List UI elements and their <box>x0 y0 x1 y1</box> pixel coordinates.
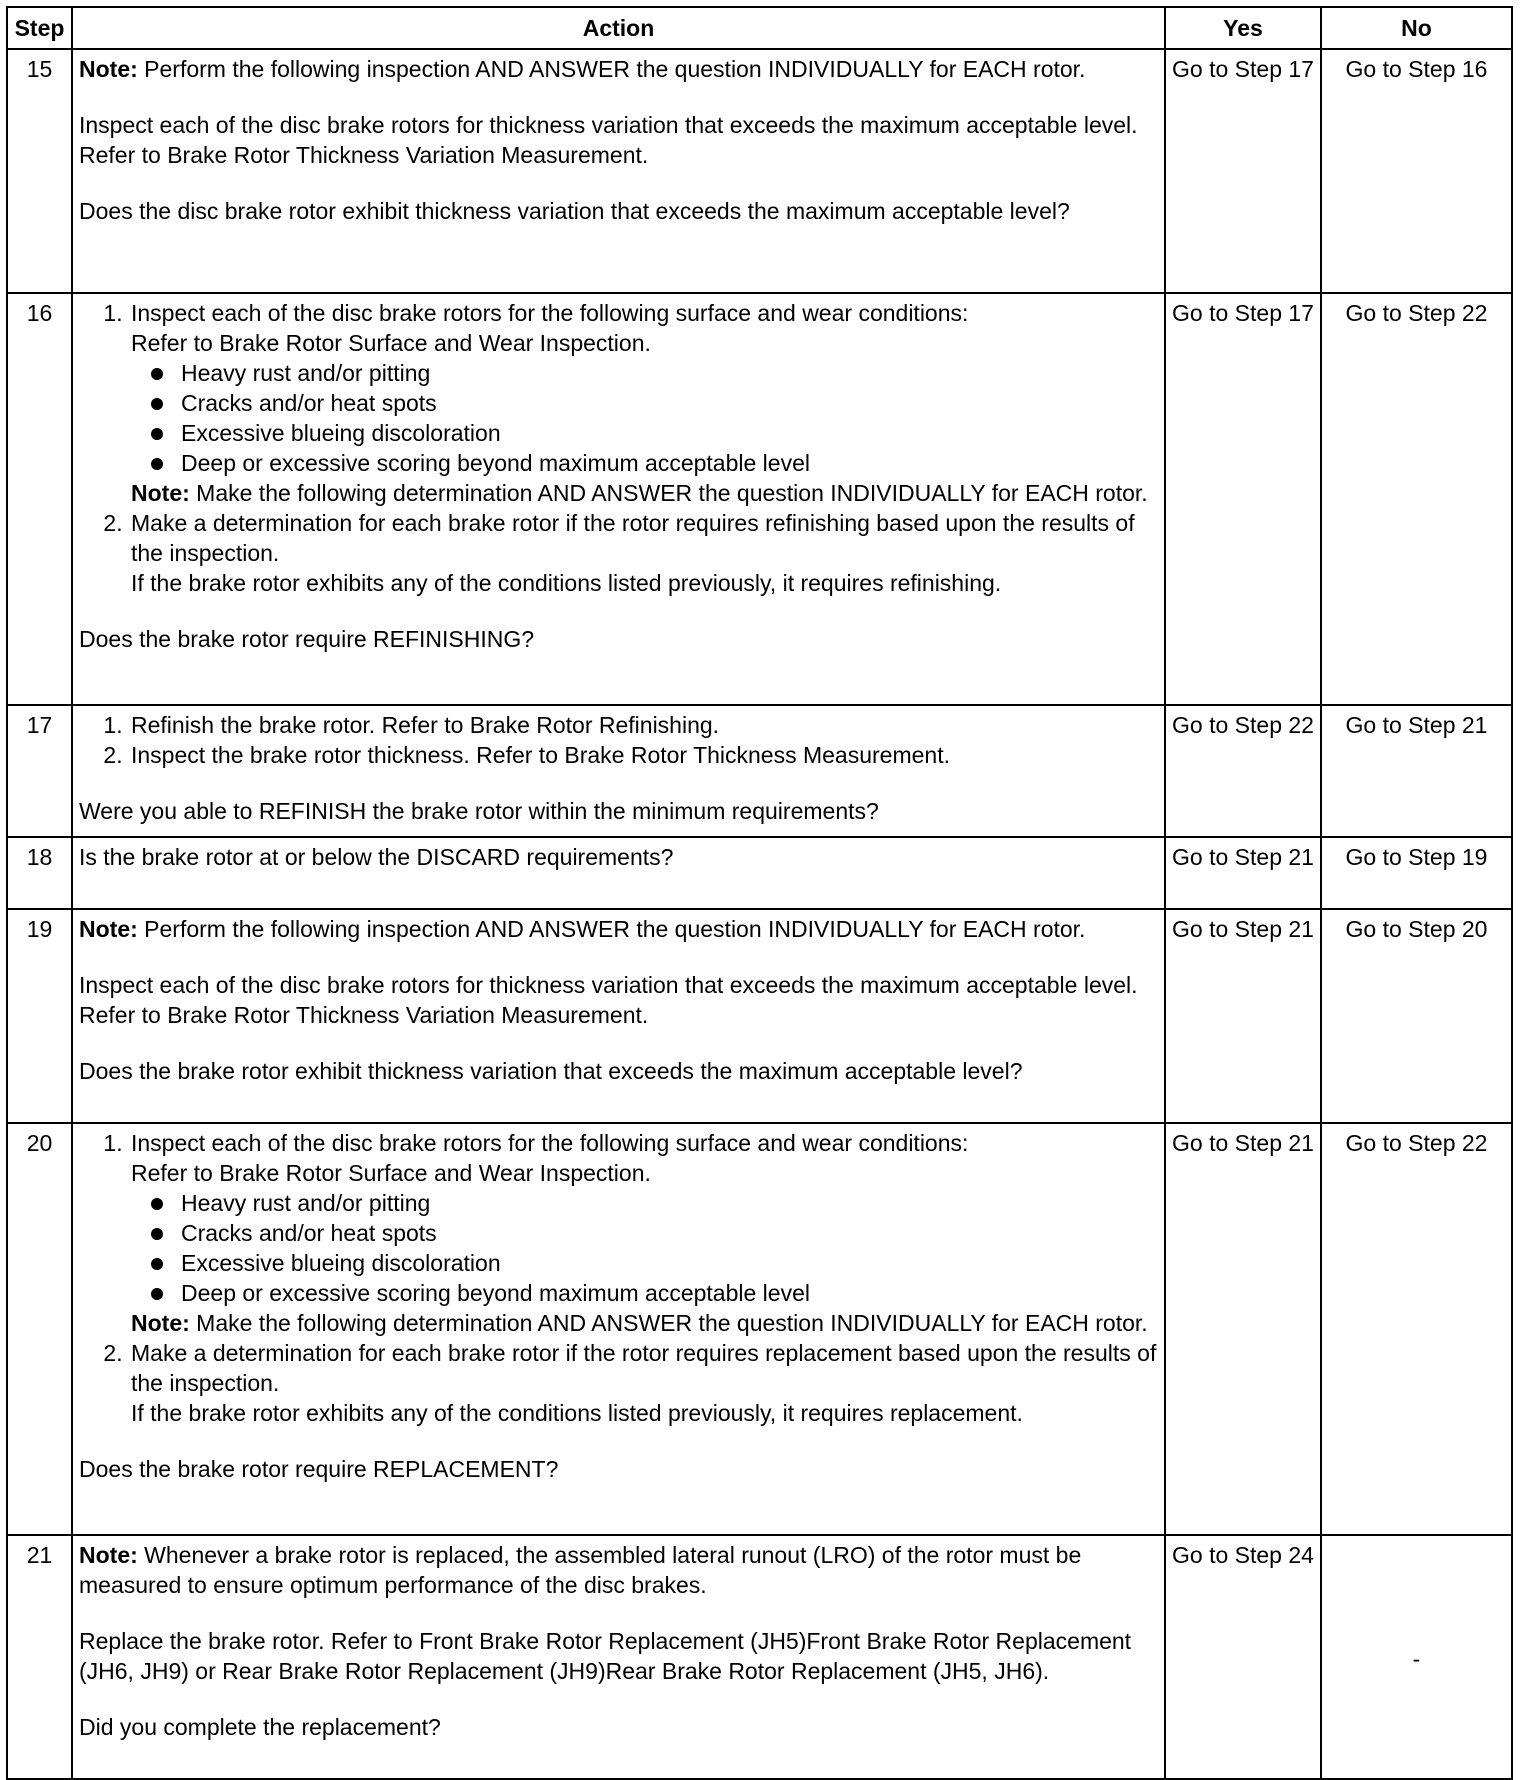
no-cell: Go to Step 16 <box>1321 49 1512 293</box>
step-number: 15 <box>7 49 72 293</box>
bullet-item: Deep or excessive scoring beyond maximum acceptable level <box>131 1278 1158 1308</box>
list-item: 2. Inspect the brake rotor thickness. Refer to Brake Rotor Thickness Measurement. <box>129 740 1158 770</box>
yes-cell: Go to Step 22 <box>1165 705 1321 837</box>
list-item: 1. Inspect each of the disc brake rotors for the following surface and wear conditions: Refer to Brake Rotor Surface and Wear Inspection. Heavy rust and/or pitting Cracks and/or heat spots Excessive blueing discoloration Deep or excessive scoring beyond maximum acceptable level Note: Make the following determination AND ANSWER the question INDIVIDUALLY for EACH rotor. <box>129 298 1158 508</box>
action-text: Inspect each of the disc brake rotors for thickness variation that exceeds the maximum acceptable level. Refer to Brake Rotor Thickness Variation Measurement. <box>79 972 1138 1028</box>
table-row <box>7 705 1512 837</box>
question-text: Were you able to REFINISH the brake rotor within the minimum requirements? <box>79 798 879 824</box>
action-cell <box>72 705 1165 837</box>
no-cell: - <box>1321 1535 1512 1779</box>
question-text: Does the disc brake rotor exhibit thickness variation that exceeds the maximum acceptable level? <box>79 198 1070 224</box>
bullet-item: Heavy rust and/or pitting <box>131 1188 1158 1218</box>
bullet-item: Cracks and/or heat spots <box>131 1218 1158 1248</box>
step-number: 20 <box>7 1123 72 1535</box>
yes-cell: Go to Step 21 <box>1165 909 1321 1123</box>
table-row <box>7 293 1512 705</box>
list-item: 2. Make a determination for each brake rotor if the rotor requires refinishing based upon the results of the inspection. If the brake rotor exhibits any of the conditions listed previously, it requires refinishing. <box>129 508 1158 598</box>
note-text: Note: Perform the following inspection AND ANSWER the question INDIVIDUALLY for EACH rotor. <box>79 56 1086 82</box>
step-number: 16 <box>7 293 72 705</box>
no-cell: Go to Step 21 <box>1321 705 1512 837</box>
question-text: Did you complete the replacement? <box>79 1714 441 1740</box>
header-row <box>7 7 1512 49</box>
table-row <box>7 837 1512 909</box>
no-cell: Go to Step 20 <box>1321 909 1512 1123</box>
action-cell <box>72 49 1165 293</box>
note-text: Note: Perform the following inspection AND ANSWER the question INDIVIDUALLY for EACH rotor. <box>79 916 1086 942</box>
action-text: Inspect each of the disc brake rotors for thickness variation that exceeds the maximum acceptable level. Refer to Brake Rotor Thickness Variation Measurement. <box>79 112 1138 168</box>
action-cell <box>72 837 1165 909</box>
note-text: Note: Make the following determination AND ANSWER the question INDIVIDUALLY for EACH rotor. <box>131 480 1148 506</box>
action-cell <box>72 293 1165 705</box>
step-number: 21 <box>7 1535 72 1779</box>
bullet-item: Heavy rust and/or pitting <box>131 358 1158 388</box>
action-text: Replace the brake rotor. Refer to Front Brake Rotor Replacement (JH5)Front Brake Rotor Replacement (JH6, JH9) or Rear Brake Rotor Replacement (JH9)Rear Brake Rotor Replacement (JH5, JH6). <box>79 1628 1132 1684</box>
header-no: No <box>1321 7 1512 49</box>
step-number: 19 <box>7 909 72 1123</box>
bullet-item: Cracks and/or heat spots <box>131 388 1158 418</box>
header-yes: Yes <box>1165 7 1321 49</box>
yes-cell: Go to Step 17 <box>1165 49 1321 293</box>
header-action: Action <box>72 7 1165 49</box>
header-step: Step <box>7 7 72 49</box>
list-item: 2. Make a determination for each brake rotor if the rotor requires replacement based upon the results of the inspection. If the brake rotor exhibits any of the conditions listed previously, it requires replacement. <box>129 1338 1158 1428</box>
bullet-item: Deep or excessive scoring beyond maximum acceptable level <box>131 448 1158 478</box>
note-text: Note: Whenever a brake rotor is replaced, the assembled lateral runout (LRO) of the rotor must be measured to ensure optimum performance of the disc brakes. <box>79 1542 1082 1598</box>
table-row <box>7 909 1512 1123</box>
diagnostic-table <box>6 6 1513 1780</box>
bullet-item: Excessive blueing discoloration <box>131 1248 1158 1278</box>
yes-cell: Go to Step 21 <box>1165 837 1321 909</box>
table-row <box>7 1535 1512 1779</box>
yes-cell: Go to Step 21 <box>1165 1123 1321 1535</box>
yes-cell: Go to Step 17 <box>1165 293 1321 705</box>
list-item: 1. Refinish the brake rotor. Refer to Brake Rotor Refinishing. <box>129 710 1158 740</box>
list-item: 1. Inspect each of the disc brake rotors for the following surface and wear conditions: Refer to Brake Rotor Surface and Wear Inspection. Heavy rust and/or pitting Cracks and/or heat spots Excessive blueing discoloration Deep or excessive scoring beyond maximum acceptable level Note: Make the following determination AND ANSWER the question INDIVIDUALLY for EACH rotor. <box>129 1128 1158 1338</box>
question-text: Does the brake rotor require REPLACEMENT? <box>79 1456 559 1482</box>
question-text: Does the brake rotor require REFINISHING? <box>79 626 535 652</box>
bullet-item: Excessive blueing discoloration <box>131 418 1158 448</box>
action-cell <box>72 909 1165 1123</box>
no-cell: Go to Step 22 <box>1321 1123 1512 1535</box>
table-row <box>7 1123 1512 1535</box>
no-cell: Go to Step 22 <box>1321 293 1512 705</box>
note-text: Note: Make the following determination AND ANSWER the question INDIVIDUALLY for EACH rotor. <box>131 1310 1148 1336</box>
step-number: 18 <box>7 837 72 909</box>
question-text: Does the brake rotor exhibit thickness variation that exceeds the maximum acceptable level? <box>79 1058 1023 1084</box>
no-cell: Go to Step 19 <box>1321 837 1512 909</box>
table-row <box>7 49 1512 293</box>
step-number: 17 <box>7 705 72 837</box>
action-cell <box>72 1123 1165 1535</box>
question-text: Is the brake rotor at or below the DISCARD requirements? <box>79 844 674 870</box>
action-cell <box>72 1535 1165 1779</box>
yes-cell: Go to Step 24 <box>1165 1535 1321 1779</box>
